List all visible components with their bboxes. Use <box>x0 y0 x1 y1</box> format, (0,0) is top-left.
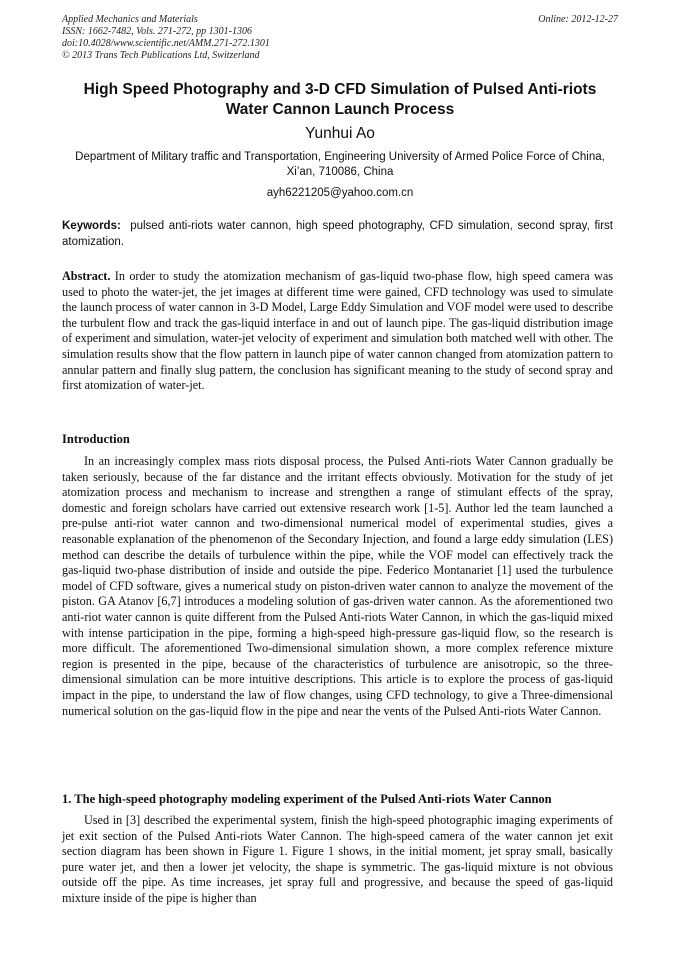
author-email: ayh6221205@yahoo.com.cn <box>266 187 414 199</box>
author-affiliation: Department of Military traffic and Transportation, Engineering University of Armed Police Force of China, Xi’an, 710086, China <box>75 151 605 178</box>
doi-line: doi:10.4028/www.scientific.net/AMM.271-272.1301 <box>62 38 270 49</box>
journal-name: Applied Mechanics and Materials <box>62 14 198 25</box>
abstract <box>62 269 613 394</box>
journal-header <box>62 14 618 62</box>
introduction-heading: Introduction <box>62 432 130 446</box>
abstract-label: Abstract. <box>62 269 111 283</box>
abstract-text: In order to study the atomization mechanism of gas-liquid two-phase flow, high speed camera was used to photo the water-jet, the jet images at different time were gained, CFD technology was used to simulate the launch process of water cannon in 3-D Model, Large Eddy Simulation and VOF model were used to describe the turbulent flow and track the gas-liquid interface in and out of launch pipe. The gas-liquid distribution image of experiment and simulation, water-jet velocity of experiment and simulation both matched well with other. The simulation results show that the flow pattern in launch pipe of water cannon changed from atomization pattern to annular pattern and finally slug pattern, the conclusion has significant meaning to the study of second spray and first atomization of water-jet. <box>62 269 614 393</box>
copyright-line: © 2013 Trans Tech Publications Ltd, Switzerland <box>62 50 260 61</box>
issn-line: ISSN: 1662-7482, Vols. 271-272, pp 1301-1306 <box>62 26 252 37</box>
keywords <box>62 219 613 250</box>
keywords-text: pulsed anti-riots water cannon, high speed photography, CFD simulation, second spray, first atomization. <box>62 220 613 248</box>
author-name: Yunhui Ao <box>305 125 375 142</box>
paper-title: High Speed Photography and 3-D CFD Simulation of Pulsed Anti-riots Water Cannon Launch Process <box>83 81 597 118</box>
keywords-label: Keywords: <box>62 220 121 232</box>
section-1-heading: 1. The high-speed photography modeling experiment of the Pulsed Anti-riots Water Cannon <box>62 792 552 806</box>
online-date: Online: 2012-12-27 <box>538 14 618 25</box>
section-1-paragraph: Used in [3] described the experimental system, finish the high-speed photographic imaging experiments of jet exit section of the Pulsed Anti-riots Water Cannon. The high-speed camera of the water cannon jet exit section diagram has been shown in Figure 1. Figure 1 shows, in the initial moment, jet spray small, basically pure water jet, and then a lower jet velocity, the shape is symmetric. The gas-liquid mixture is not obvious outside off the pipe. As time increases, jet spray full and progressive, and because the speed of gas-liquid mixture inside of the pipe is higher than <box>62 813 613 905</box>
introduction-paragraph: In an increasingly complex mass riots disposal process, the Pulsed Anti-riots Water Cannon gradually be taken seriously, because of the far distance and the irritant effects obviously. Motivation for the study of jet atomization process and mechanism to increase and strengthen a range of stimulant effects of the spray, domestic and foreign scholars have carried out extensive research work [1-5]. Author led the team launched a pre-pulse anti-riot water cannon and two-dimensional numerical model of experimental studies, gives a reasonable explanation of the phenomenon of the Secondary Injection, and found a large eddy simulation (LES) method can describe the details of turbulence within the pipe, while the VOF model can effectively track the gas-liquid two-phase distribution of inside and outside the pipe. Federico Montanariet [1] used the turbulence model of CFD software, gives a numerical study on piston-driven water cannon to analyze the movement of the piston. GA Atanov [6,7] introduces a modeling solution of gas-driven water cannon. As the aforementioned two anti-riot water cannon is quite different from the Pulsed Anti-riots Water Cannon, in which the gas-liquid mixed with intense participation in the pipe, forming a high-speed high-pressure gas-liquid flow, so the research is more difficult. The aforementioned Two-dimensional simulation shown, a more complex reference mixture region is presented in the pipe, because of the characteristics of turbulence are anisotropic, so the three-dimensional simulation can be more intuitive descriptions. This article is to explore the process of gas-liquid impact in the pipe, to understand the law of flow changes, using CFD technology, to give a Three-dimensional numerical solution on the gas-liquid flow in the pipe and near the vents of the Pulsed Anti-riots Water Cannon. <box>62 454 613 718</box>
